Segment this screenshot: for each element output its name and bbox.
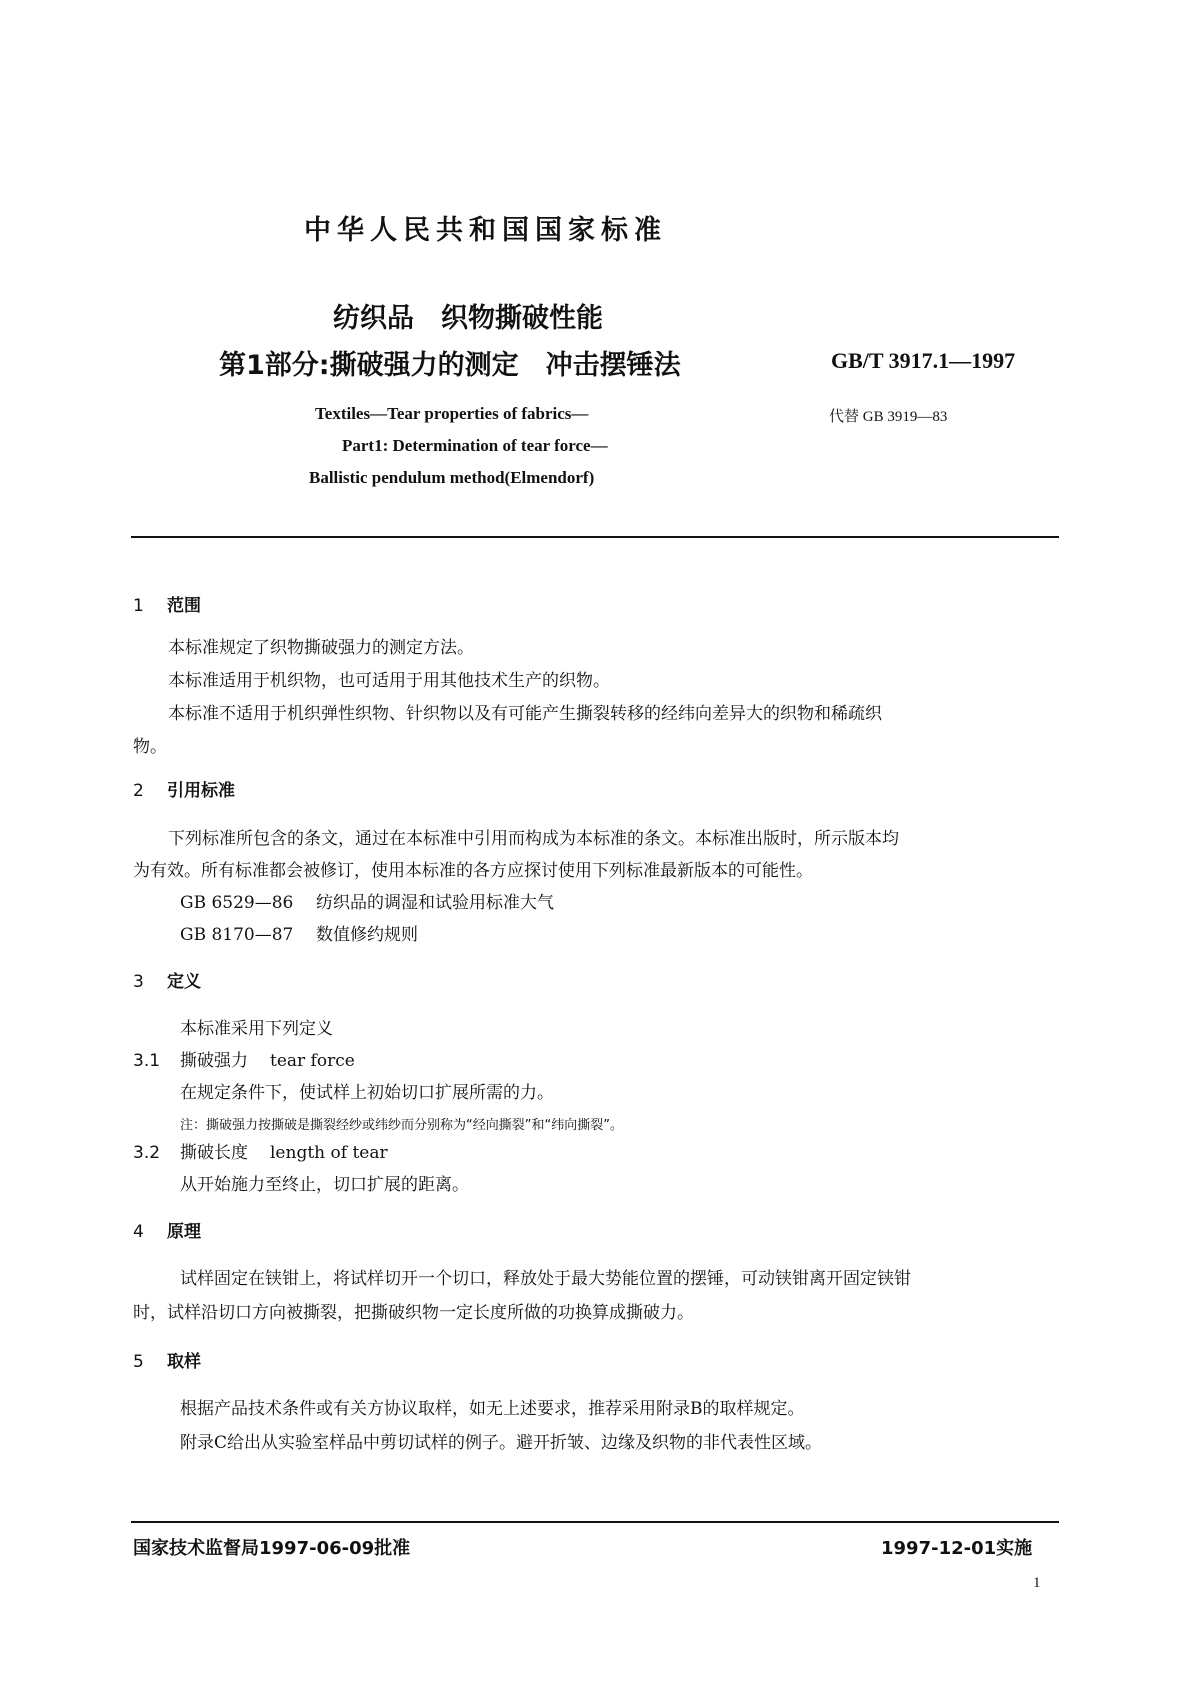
english-title-line-1: Textiles—Tear properties of fabrics— — [315, 404, 589, 423]
section-1-heading — [133, 591, 201, 616]
section-title: 范围 — [167, 596, 201, 616]
reference-item — [180, 923, 418, 947]
section-title: 引用标准 — [167, 781, 235, 801]
term-english: length of tear — [270, 1143, 388, 1163]
section-number: 2 — [133, 781, 144, 801]
section-title: 取样 — [167, 1352, 201, 1372]
section-title: 原理 — [167, 1222, 201, 1242]
paragraph: 根据产品技术条件或有关方协议取样，如无上述要求，推荐采用附录B的取样规定。 — [180, 1399, 805, 1419]
paragraph: 下列标准所包含的条文，通过在本标准中引用而构成为本标准的条文。本标准出版时，所示版本均 — [168, 829, 899, 849]
replaces-standard: 代替 GB 3919—83 — [829, 409, 948, 425]
reference-title: 纺织品的调湿和试验用标准大气 — [316, 893, 554, 913]
definition-text: 在规定条件下，使试样上初始切口扩展所需的力。 — [180, 1083, 554, 1103]
section-5-heading — [133, 1347, 201, 1372]
clause-number: 3.1 — [133, 1051, 161, 1071]
implementation-date: 1997-12-01实施 — [881, 1538, 1033, 1559]
title-line-1: 纺织品 织物撕破性能 — [333, 303, 603, 334]
section-4-heading — [133, 1217, 201, 1242]
paragraph-continuation: 时，试样沿切口方向被撕裂，把撕破织物一定长度所做的功换算成撕破力。 — [133, 1303, 694, 1323]
note: 注：撕破强力按撕破是撕裂经纱或纬纱而分别称为“经向撕裂”和“纬向撕裂”。 — [180, 1118, 623, 1133]
definition-text: 从开始施力至终止，切口扩展的距离。 — [180, 1175, 469, 1195]
term-english: tear force — [270, 1051, 355, 1071]
section-number: 1 — [133, 596, 144, 616]
clause-number: 3.2 — [133, 1143, 161, 1163]
reference-title: 数值修约规则 — [316, 925, 418, 945]
paragraph: 本标准采用下列定义 — [180, 1019, 333, 1039]
footer-divider — [131, 1521, 1059, 1523]
term: 撕破长度 — [180, 1143, 248, 1163]
section-3-heading — [133, 967, 201, 992]
paragraph-continuation: 为有效。所有标准都会被修订，使用本标准的各方应探讨使用下列标准最新版本的可能性。 — [133, 861, 813, 881]
paragraph: 本标准不适用于机织弹性织物、针织物以及有可能产生撕裂转移的经纬向差异大的织物和稀疏织 — [168, 704, 882, 724]
term: 撕破强力 — [180, 1051, 248, 1071]
section-2-heading — [133, 776, 235, 801]
standard-number: GB/T 3917.1—1997 — [831, 348, 1016, 373]
definition-3-1-heading — [133, 1049, 355, 1073]
definition-3-2-heading — [133, 1141, 388, 1165]
section-number: 5 — [133, 1352, 144, 1372]
paragraph: 本标准适用于机织物，也可适用于用其他技术生产的织物。 — [168, 671, 610, 691]
reference-code: GB 6529—86 — [180, 893, 294, 913]
approval-date: 国家技术监督局1997-06-09批准 — [133, 1538, 411, 1559]
national-standard-heading: 中华人民共和国国家标准 — [304, 215, 667, 246]
header-divider — [131, 536, 1059, 538]
paragraph: 试样固定在铗钳上，将试样切开一个切口，释放处于最大势能位置的摆锤，可动铗钳离开固定铗钳 — [180, 1269, 911, 1289]
english-title-line-2: Part1: Determination of tear force— — [342, 436, 608, 455]
section-number: 4 — [133, 1222, 144, 1242]
reference-item — [180, 891, 554, 915]
title-line-2: 第1部分:撕破强力的测定 冲击摆锤法 — [219, 350, 681, 381]
page-number: 1 — [1033, 1575, 1041, 1591]
paragraph: 附录C给出从实验室样品中剪切试样的例子。避开折皱、边缘及织物的非代表性区域。 — [180, 1433, 823, 1453]
section-number: 3 — [133, 972, 144, 992]
paragraph-continuation: 物。 — [133, 737, 167, 757]
reference-code: GB 8170—87 — [180, 925, 294, 945]
english-title-line-3: Ballistic pendulum method(Elmendorf) — [309, 468, 595, 487]
section-title: 定义 — [167, 972, 201, 992]
paragraph: 本标准规定了织物撕破强力的测定方法。 — [168, 638, 474, 658]
